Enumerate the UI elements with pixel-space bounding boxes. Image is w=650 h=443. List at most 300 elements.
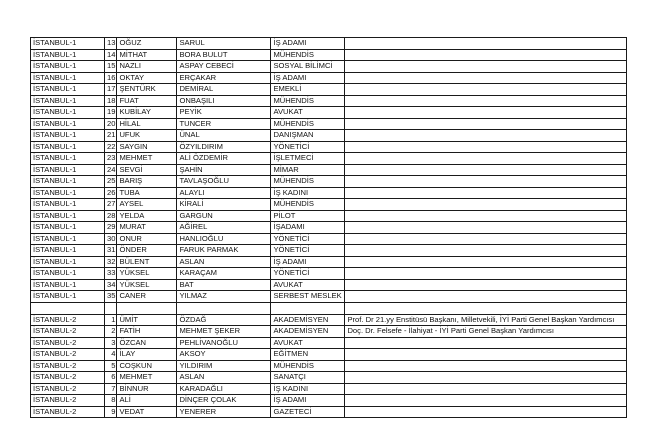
district-text: İSTANBUL-1	[33, 268, 77, 278]
first-name-text: BÜLENT	[119, 256, 150, 266]
candidate-number-cell[interactable]	[105, 153, 117, 165]
note-cell[interactable]	[345, 49, 627, 61]
profession-cell[interactable]	[271, 383, 345, 395]
district-text: İSTANBUL-1	[33, 153, 77, 163]
note-cell[interactable]	[345, 314, 627, 326]
first-name-cell[interactable]	[117, 256, 177, 268]
first-name-text: FATİH	[119, 326, 141, 336]
first-name-cell[interactable]	[117, 233, 177, 245]
candidate-number-cell[interactable]	[105, 49, 117, 61]
surname-cell[interactable]	[177, 222, 271, 234]
first-name-text: VEDAT	[119, 406, 145, 416]
district-text: İSTANBUL-1	[33, 38, 77, 48]
candidate-number-text: 22	[107, 141, 116, 151]
profession-cell[interactable]	[271, 291, 345, 303]
district-cell[interactable]	[31, 360, 105, 372]
first-name-cell[interactable]	[117, 279, 177, 291]
district-cell[interactable]	[31, 406, 105, 418]
surname-cell[interactable]	[177, 141, 271, 153]
table-row	[31, 372, 627, 384]
profession-cell[interactable]	[271, 61, 345, 73]
note-cell[interactable]	[345, 222, 627, 234]
district-text: İSTANBUL-1	[33, 279, 77, 289]
candidate-number-cell[interactable]	[105, 326, 117, 338]
surname-cell[interactable]	[177, 291, 271, 303]
candidate-number-cell[interactable]	[105, 360, 117, 372]
profession-text: SERBEST MESLEK	[273, 291, 342, 301]
candidate-number-cell[interactable]	[105, 72, 117, 84]
profession-text: DANIŞMAN	[273, 130, 314, 140]
profession-cell[interactable]	[271, 302, 345, 314]
district-cell[interactable]	[31, 107, 105, 119]
district-cell[interactable]	[31, 61, 105, 73]
district-cell[interactable]	[31, 233, 105, 245]
note-cell[interactable]	[345, 245, 627, 257]
first-name-cell[interactable]	[117, 210, 177, 222]
surname-cell[interactable]	[177, 95, 271, 107]
surname-cell[interactable]	[177, 337, 271, 349]
first-name-cell[interactable]	[117, 372, 177, 384]
district-cell[interactable]	[31, 72, 105, 84]
surname-text: ASLAN	[179, 256, 205, 266]
note-cell[interactable]	[345, 187, 627, 199]
candidate-number-text: 23	[107, 153, 116, 163]
profession-cell[interactable]	[271, 199, 345, 211]
first-name-cell[interactable]	[117, 84, 177, 96]
note-cell[interactable]	[345, 256, 627, 268]
profession-cell[interactable]	[271, 176, 345, 188]
district-cell[interactable]	[31, 349, 105, 361]
table-row	[31, 268, 627, 280]
profession-text: YÖNETİCİ	[273, 245, 310, 255]
first-name-cell[interactable]	[117, 383, 177, 395]
first-name-cell[interactable]	[117, 130, 177, 142]
candidate-number-text: 19	[107, 107, 116, 117]
candidate-number-cell[interactable]	[105, 210, 117, 222]
district-cell[interactable]	[31, 95, 105, 107]
first-name-text: MİTHAT	[119, 49, 148, 59]
note-cell[interactable]	[345, 118, 627, 130]
surname-text: KARADAĞLI	[179, 383, 223, 393]
candidate-number-text: 26	[107, 187, 116, 197]
district-cell[interactable]	[31, 130, 105, 142]
table-row	[31, 291, 627, 303]
profession-cell[interactable]	[271, 222, 345, 234]
surname-text: GARGUN	[179, 210, 213, 220]
candidate-number-cell[interactable]	[105, 337, 117, 349]
first-name-text: UFUK	[119, 130, 141, 140]
table-row	[31, 118, 627, 130]
candidate-number-cell[interactable]	[105, 245, 117, 257]
candidate-number-text: 16	[107, 72, 116, 82]
surname-text: YILMAZ	[179, 291, 207, 301]
district-text: İSTANBUL-1	[33, 176, 77, 186]
profession-text: MİMAR	[273, 164, 299, 174]
first-name-cell[interactable]	[117, 187, 177, 199]
first-name-cell[interactable]	[117, 61, 177, 73]
candidate-number-cell[interactable]	[105, 256, 117, 268]
district-cell[interactable]	[31, 49, 105, 61]
first-name-text: MEHMET	[119, 153, 153, 163]
profession-cell[interactable]	[271, 279, 345, 291]
note-cell[interactable]	[345, 210, 627, 222]
surname-cell[interactable]	[177, 153, 271, 165]
first-name-text: KUBİLAY	[119, 107, 151, 117]
district-text: İSTANBUL-1	[33, 291, 77, 301]
district-text: İSTANBUL-1	[33, 256, 77, 266]
candidate-number-cell[interactable]	[105, 130, 117, 142]
first-name-text: ÖZCAN	[119, 337, 147, 347]
profession-text: MÜHENDİS	[273, 360, 314, 370]
first-name-cell[interactable]	[117, 314, 177, 326]
district-cell[interactable]	[31, 118, 105, 130]
first-name-cell[interactable]	[117, 360, 177, 372]
first-name-text: YELDA	[119, 210, 145, 220]
first-name-text: ALİ	[119, 395, 131, 405]
profession-text: MÜHENDİS	[273, 176, 314, 186]
first-name-cell[interactable]	[117, 406, 177, 418]
note-cell[interactable]	[345, 72, 627, 84]
table-row	[31, 349, 627, 361]
note-cell[interactable]	[345, 141, 627, 153]
first-name-cell[interactable]	[117, 38, 177, 50]
candidate-number-text: 35	[107, 291, 116, 301]
note-cell[interactable]	[345, 291, 627, 303]
profession-cell[interactable]	[271, 141, 345, 153]
first-name-cell[interactable]	[117, 199, 177, 211]
candidate-number-cell[interactable]	[105, 118, 117, 130]
table-row	[31, 222, 627, 234]
profession-cell[interactable]	[271, 233, 345, 245]
note-cell[interactable]	[345, 164, 627, 176]
note-cell[interactable]	[345, 107, 627, 119]
profession-text: İŞ ADAMI	[273, 395, 307, 405]
candidate-number-text: 1	[111, 314, 116, 324]
note-text: Prof. Dr 21.yy Enstitüsü Başkanı, Milletvekili, İYİ Parti Genel Başkan Yardımcısı	[347, 314, 615, 324]
profession-cell[interactable]	[271, 395, 345, 407]
candidate-number-cell[interactable]	[105, 349, 117, 361]
note-cell[interactable]	[345, 153, 627, 165]
candidate-number-text: 14	[107, 49, 116, 59]
profession-cell[interactable]	[271, 372, 345, 384]
candidate-number-cell[interactable]	[105, 395, 117, 407]
first-name-cell[interactable]	[117, 291, 177, 303]
profession-cell[interactable]	[271, 360, 345, 372]
profession-text: EĞİTMEN	[273, 349, 309, 359]
surname-text: AĞİREL	[179, 222, 208, 232]
surname-cell[interactable]	[177, 38, 271, 50]
profession-text: SANATÇI	[273, 372, 306, 382]
note-cell[interactable]	[345, 268, 627, 280]
note-cell[interactable]	[345, 84, 627, 96]
district-cell[interactable]	[31, 291, 105, 303]
surname-cell[interactable]	[177, 314, 271, 326]
district-cell[interactable]	[31, 187, 105, 199]
surname-cell[interactable]	[177, 84, 271, 96]
candidate-number-text: 24	[107, 164, 116, 174]
district-text: İSTANBUL-1	[33, 199, 77, 209]
surname-cell[interactable]	[177, 395, 271, 407]
surname-text: KİRALİ	[179, 199, 204, 209]
candidate-number-text: 7	[111, 383, 116, 393]
first-name-cell[interactable]	[117, 164, 177, 176]
surname-cell[interactable]	[177, 118, 271, 130]
candidate-number-cell[interactable]	[105, 268, 117, 280]
district-cell[interactable]	[31, 84, 105, 96]
surname-cell[interactable]	[177, 107, 271, 119]
note-cell[interactable]	[345, 360, 627, 372]
candidate-number-cell[interactable]	[105, 107, 117, 119]
note-cell[interactable]	[345, 199, 627, 211]
note-cell[interactable]	[345, 337, 627, 349]
candidate-number-cell[interactable]	[105, 372, 117, 384]
candidate-number-cell[interactable]	[105, 164, 117, 176]
surname-cell[interactable]	[177, 199, 271, 211]
district-text: İSTANBUL-1	[33, 130, 77, 140]
candidate-number-text: 9	[111, 406, 116, 416]
surname-text: DİNÇER ÇOLAK	[179, 395, 237, 405]
candidate-number-cell[interactable]	[105, 61, 117, 73]
first-name-text: MURAT	[119, 222, 146, 232]
surname-cell[interactable]	[177, 176, 271, 188]
note-cell[interactable]	[345, 61, 627, 73]
profession-cell[interactable]	[271, 349, 345, 361]
surname-cell[interactable]	[177, 164, 271, 176]
profession-cell[interactable]	[271, 314, 345, 326]
profession-text: YÖNETİCİ	[273, 141, 310, 151]
note-cell[interactable]	[345, 326, 627, 338]
first-name-cell[interactable]	[117, 302, 177, 314]
surname-cell[interactable]	[177, 372, 271, 384]
note-cell[interactable]	[345, 406, 627, 418]
candidate-number-cell[interactable]	[105, 199, 117, 211]
note-cell[interactable]	[345, 395, 627, 407]
table-row	[31, 187, 627, 199]
candidate-number-cell[interactable]	[105, 302, 117, 314]
profession-cell[interactable]	[271, 164, 345, 176]
profession-cell[interactable]	[271, 245, 345, 257]
surname-cell[interactable]	[177, 61, 271, 73]
table-row	[31, 279, 627, 291]
note-cell[interactable]	[345, 130, 627, 142]
district-cell[interactable]	[31, 210, 105, 222]
surname-text: ALİ ÖZDEMİR	[179, 153, 228, 163]
profession-cell[interactable]	[271, 187, 345, 199]
surname-cell[interactable]	[177, 130, 271, 142]
profession-cell[interactable]	[271, 49, 345, 61]
profession-text: İŞ KADINI	[273, 187, 309, 197]
profession-cell[interactable]	[271, 268, 345, 280]
candidate-number-cell[interactable]	[105, 84, 117, 96]
note-cell[interactable]	[345, 95, 627, 107]
surname-cell[interactable]	[177, 279, 271, 291]
district-text: İSTANBUL-1	[33, 107, 77, 117]
district-cell[interactable]	[31, 268, 105, 280]
surname-cell[interactable]	[177, 233, 271, 245]
surname-cell[interactable]	[177, 302, 271, 314]
first-name-cell[interactable]	[117, 395, 177, 407]
district-cell[interactable]	[31, 256, 105, 268]
surname-cell[interactable]	[177, 360, 271, 372]
candidate-number-text: 18	[107, 95, 116, 105]
candidate-number-cell[interactable]	[105, 187, 117, 199]
surname-text: ÜNAL	[179, 130, 200, 140]
profession-text: AKADEMİSYEN	[273, 314, 329, 324]
note-cell[interactable]	[345, 233, 627, 245]
first-name-text: FUAT	[119, 95, 139, 105]
candidate-number-cell[interactable]	[105, 95, 117, 107]
candidate-number-cell[interactable]	[105, 176, 117, 188]
district-cell[interactable]	[31, 395, 105, 407]
candidate-number-text: 28	[107, 210, 116, 220]
district-cell[interactable]	[31, 153, 105, 165]
district-text: İSTANBUL-1	[33, 233, 77, 243]
profession-cell[interactable]	[271, 72, 345, 84]
note-cell[interactable]	[345, 302, 627, 314]
profession-cell[interactable]	[271, 326, 345, 338]
candidate-number-text: 15	[107, 61, 116, 71]
first-name-text: CANER	[119, 291, 147, 301]
candidate-number-cell[interactable]	[105, 291, 117, 303]
surname-text: TAVLAŞOĞLU	[179, 176, 229, 186]
district-text: İSTANBUL-1	[33, 72, 77, 82]
candidate-number-cell[interactable]	[105, 38, 117, 50]
surname-text: YILDIRIM	[179, 360, 213, 370]
district-text: İSTANBUL-1	[33, 141, 77, 151]
first-name-cell[interactable]	[117, 141, 177, 153]
candidate-number-text: 3	[111, 337, 116, 347]
first-name-cell[interactable]	[117, 107, 177, 119]
table-row	[31, 107, 627, 119]
district-cell[interactable]	[31, 302, 105, 314]
table-row	[31, 176, 627, 188]
candidate-number-cell[interactable]	[105, 314, 117, 326]
surname-text: ŞAHİN	[179, 164, 203, 174]
district-cell[interactable]	[31, 279, 105, 291]
surname-text: PEHLİVANOĞLU	[179, 337, 238, 347]
profession-text: PİLOT	[273, 210, 296, 220]
first-name-cell[interactable]	[117, 245, 177, 257]
candidate-number-cell[interactable]	[105, 141, 117, 153]
first-name-text: ÜMİT	[119, 314, 139, 324]
first-name-cell[interactable]	[117, 118, 177, 130]
district-cell[interactable]	[31, 245, 105, 257]
profession-cell[interactable]	[271, 130, 345, 142]
surname-text: SARUL	[179, 38, 205, 48]
profession-cell[interactable]	[271, 153, 345, 165]
first-name-cell[interactable]	[117, 326, 177, 338]
first-name-text: MEHMET	[119, 372, 153, 382]
district-cell[interactable]	[31, 383, 105, 395]
district-cell[interactable]	[31, 326, 105, 338]
profession-text: İŞ ADAMI	[273, 72, 307, 82]
profession-cell[interactable]	[271, 210, 345, 222]
district-cell[interactable]	[31, 164, 105, 176]
candidate-number-cell[interactable]	[105, 222, 117, 234]
note-cell[interactable]	[345, 38, 627, 50]
surname-cell[interactable]	[177, 349, 271, 361]
candidate-number-cell[interactable]	[105, 233, 117, 245]
surname-cell[interactable]	[177, 406, 271, 418]
candidate-number-cell[interactable]	[105, 279, 117, 291]
first-name-cell[interactable]	[117, 268, 177, 280]
surname-cell[interactable]	[177, 245, 271, 257]
profession-cell[interactable]	[271, 107, 345, 119]
first-name-cell[interactable]	[117, 176, 177, 188]
note-cell[interactable]	[345, 279, 627, 291]
district-cell[interactable]	[31, 141, 105, 153]
first-name-cell[interactable]	[117, 72, 177, 84]
surname-cell[interactable]	[177, 49, 271, 61]
district-cell[interactable]	[31, 314, 105, 326]
profession-cell[interactable]	[271, 38, 345, 50]
surname-cell[interactable]	[177, 187, 271, 199]
profession-cell[interactable]	[271, 118, 345, 130]
district-cell[interactable]	[31, 372, 105, 384]
note-cell[interactable]	[345, 349, 627, 361]
table-row	[31, 233, 627, 245]
surname-cell[interactable]	[177, 210, 271, 222]
district-text: İSTANBUL-2	[33, 349, 77, 359]
first-name-cell[interactable]	[117, 49, 177, 61]
district-text: İSTANBUL-1	[33, 61, 77, 71]
profession-cell[interactable]	[271, 337, 345, 349]
surname-text: ÖZDAĞ	[179, 314, 207, 324]
district-cell[interactable]	[31, 199, 105, 211]
first-name-cell[interactable]	[117, 337, 177, 349]
district-cell[interactable]	[31, 176, 105, 188]
district-cell[interactable]	[31, 38, 105, 50]
first-name-text: ŞENTÜRK	[119, 84, 156, 94]
surname-cell[interactable]	[177, 72, 271, 84]
table-row	[31, 360, 627, 372]
candidate-number-text: 5	[111, 360, 116, 370]
profession-cell[interactable]	[271, 84, 345, 96]
surname-text: HANLIOĞLU	[179, 233, 224, 243]
first-name-cell[interactable]	[117, 95, 177, 107]
note-cell[interactable]	[345, 383, 627, 395]
surname-cell[interactable]	[177, 256, 271, 268]
district-cell[interactable]	[31, 337, 105, 349]
table-row	[31, 406, 627, 418]
profession-cell[interactable]	[271, 95, 345, 107]
note-cell[interactable]	[345, 176, 627, 188]
surname-text: ONBAŞILI	[179, 95, 215, 105]
district-text: İSTANBUL-1	[33, 49, 77, 59]
first-name-cell[interactable]	[117, 349, 177, 361]
note-cell[interactable]	[345, 372, 627, 384]
surname-text: TUNCER	[179, 118, 212, 128]
first-name-text: İLAY	[119, 349, 136, 359]
profession-cell[interactable]	[271, 406, 345, 418]
table-row	[31, 302, 627, 314]
candidate-number-text: 4	[111, 349, 116, 359]
candidate-number-cell[interactable]	[105, 383, 117, 395]
profession-cell[interactable]	[271, 256, 345, 268]
first-name-cell[interactable]	[117, 222, 177, 234]
first-name-text: AYSEL	[119, 199, 144, 209]
first-name-text: SAYGIN	[119, 141, 148, 151]
surname-cell[interactable]	[177, 268, 271, 280]
surname-cell[interactable]	[177, 383, 271, 395]
profession-text: AVUKAT	[273, 279, 303, 289]
candidate-number-cell[interactable]	[105, 406, 117, 418]
surname-cell[interactable]	[177, 326, 271, 338]
district-cell[interactable]	[31, 222, 105, 234]
table-row	[31, 256, 627, 268]
first-name-cell[interactable]	[117, 153, 177, 165]
table-row	[31, 199, 627, 211]
